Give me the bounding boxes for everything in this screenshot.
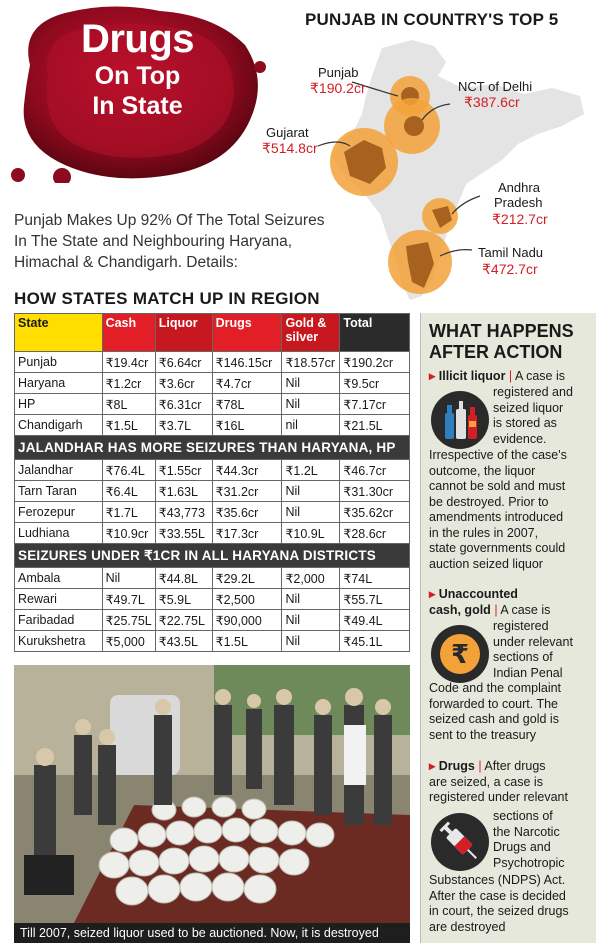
cash-line-0: A case is xyxy=(500,602,551,617)
drugs-line-10: are destroyed xyxy=(429,919,506,934)
cash-heading-1: Unaccounted xyxy=(438,587,518,601)
cash-text-indented xyxy=(493,619,595,681)
table-row xyxy=(15,415,410,436)
table-cell: Nil xyxy=(282,502,340,523)
table-cell: ₹5.9L xyxy=(155,589,212,610)
map-label-gujarat: Gujarat xyxy=(266,125,309,140)
map-value-gujarat: ₹514.8cr xyxy=(262,140,318,156)
seal-line2: On Top xyxy=(94,62,181,90)
table-cell: ₹43,773 xyxy=(155,502,212,523)
row-label: Punjab xyxy=(15,352,103,373)
table-cell: ₹44.8L xyxy=(155,568,212,589)
table-cell: ₹2,000 xyxy=(282,568,340,589)
cash-section: ▸ Unaccounted cash, gold | A case is xyxy=(429,587,551,617)
table-subheader-jalandhar xyxy=(15,436,410,460)
seal-title xyxy=(50,17,225,121)
liquor-line-12: auction seized liquor xyxy=(429,556,543,571)
table-row xyxy=(15,568,410,589)
cash-line-2: under relevant xyxy=(493,634,573,649)
liquor-line-5: Irrespective of the case's xyxy=(429,448,567,462)
table-cell: ₹46.7cr xyxy=(340,460,410,481)
map-label-delhi: NCT of Delhi xyxy=(458,79,533,94)
table-cell: ₹1.2cr xyxy=(102,373,155,394)
row-label: Faribadad xyxy=(15,610,103,631)
drugs-line-9: in court, the seized drugs xyxy=(429,904,569,918)
table-row xyxy=(15,460,410,481)
map-label-andhra-line2: Pradesh xyxy=(494,195,543,210)
cash-line-4: Indian Penal xyxy=(493,665,563,680)
col-header-total: Total xyxy=(340,314,410,352)
liquor-line-3: is stored as xyxy=(493,416,557,430)
drugs-line-0: After drugs xyxy=(484,759,546,773)
col-header-drugs: Drugs xyxy=(212,314,282,352)
cash-line-1: registered xyxy=(493,619,549,633)
what-happens-panel xyxy=(420,313,596,943)
table-cell: ₹49.7L xyxy=(102,589,155,610)
table-cell: ₹6.64cr xyxy=(155,352,212,373)
arrow-icon: ▸ xyxy=(429,369,436,383)
table-cell: ₹78L xyxy=(212,394,282,415)
table-header-row xyxy=(15,314,410,352)
table-cell: ₹18.57cr xyxy=(282,352,340,373)
table-cell: ₹190.2cr xyxy=(340,352,410,373)
arrow-icon: ▸ xyxy=(429,587,436,601)
table-cell: ₹5,000 xyxy=(102,631,155,652)
table-cell: ₹35.62cr xyxy=(340,502,410,523)
panel-title xyxy=(429,321,574,363)
seized-liquor-photo xyxy=(14,665,410,923)
intro-line3: Himachal & Chandigarh. Details: xyxy=(14,254,238,271)
map-value-punjab: ₹190.2cr xyxy=(310,80,366,96)
table-cell: ₹4.7cr xyxy=(212,373,282,394)
table-cell: ₹28.6cr xyxy=(340,523,410,544)
table-cell: ₹10.9cr xyxy=(102,523,155,544)
table-cell: ₹49.4L xyxy=(340,610,410,631)
map-label-punjab: Punjab xyxy=(318,65,359,80)
drugs-line-8: After the case is decided xyxy=(429,888,566,903)
cash-line-8: sent to the treasury xyxy=(429,727,537,742)
seal-line3: In State xyxy=(92,92,183,120)
cash-line-6: forwarded to court. The xyxy=(429,696,559,711)
drugs-text-full xyxy=(429,873,595,935)
table-cell: ₹22.75L xyxy=(155,610,212,631)
row-label: Chandigarh xyxy=(15,415,103,436)
table-cell: ₹29.2L xyxy=(212,568,282,589)
section-title: HOW STATES MATCH UP IN REGION xyxy=(14,289,320,308)
table-cell: ₹21.5L xyxy=(340,415,410,436)
seal-line1: Drugs xyxy=(80,17,195,61)
table-row xyxy=(15,523,410,544)
liquor-bottles-icon xyxy=(431,391,489,449)
intro-text xyxy=(14,210,384,273)
table-cell: ₹25.75L xyxy=(102,610,155,631)
liquor-line-11: state governments could xyxy=(429,541,566,555)
intro-line1: Punjab Makes Up 92% Of The Total Seizures xyxy=(14,212,325,229)
table-cell: ₹6.31cr xyxy=(155,394,212,415)
table-cell: ₹31.30cr xyxy=(340,481,410,502)
map-title: PUNJAB IN COUNTRY'S TOP 5 xyxy=(305,10,559,29)
table-row xyxy=(15,352,410,373)
table-row xyxy=(15,481,410,502)
drugs-line-2: registered under relevant xyxy=(429,790,568,804)
table-cell: ₹1.7L xyxy=(102,502,155,523)
table-cell: ₹45.1L xyxy=(340,631,410,652)
panel-title-line2: AFTER ACTION xyxy=(429,342,563,362)
row-label: Haryana xyxy=(15,373,103,394)
table-group-punjab-districts xyxy=(15,460,410,544)
map-label-tamil-nadu: Tamil Nadu xyxy=(478,245,544,260)
row-label: Ambala xyxy=(15,568,103,589)
table-row xyxy=(15,589,410,610)
map-value-tamil-nadu: ₹472.7cr xyxy=(482,261,538,277)
table-group-haryana-districts xyxy=(15,568,410,652)
cash-text-full xyxy=(429,681,595,743)
rupee-glyph: ₹ xyxy=(450,640,470,670)
liquor-line-2: seized liquor xyxy=(493,400,564,415)
table-cell: ₹146.15cr xyxy=(212,352,282,373)
liquor-heading: Illicit liquor xyxy=(438,369,506,383)
row-label: Ferozepur xyxy=(15,502,103,523)
liquor-line-6: outcome, the liquor xyxy=(429,463,536,478)
table-cell: ₹16L xyxy=(212,415,282,436)
map-value-andhra: ₹212.7cr xyxy=(492,211,548,227)
table-cell: ₹2,500 xyxy=(212,589,282,610)
subheader-haryana: SEIZURES UNDER ₹1CR IN ALL HARYANA DISTRICTS xyxy=(15,544,410,568)
photo-caption: Till 2007, seized liquor used to be auctioned. Now, it is destroyed xyxy=(14,923,410,943)
table-cell: ₹19.4cr xyxy=(102,352,155,373)
drugs-section: ▸ Drugs | After drugs are seized, a case is registered under relevant xyxy=(429,759,595,806)
drugs-line-6: Psychotropic xyxy=(493,855,565,870)
cash-line-3: sections of xyxy=(493,650,553,664)
row-label: Jalandhar xyxy=(15,460,103,481)
liquor-section: ▸ Illicit liquor | A case is xyxy=(429,369,565,383)
col-header-state: State xyxy=(15,314,103,352)
table-cell: ₹1.2L xyxy=(282,460,340,481)
col-header-silver: silver xyxy=(285,330,319,344)
subheader-jalandhar: JALANDHAR HAS MORE SEIZURES THAN HARYANA, HP xyxy=(15,436,410,460)
cash-line-7: seized cash and gold is xyxy=(429,712,559,726)
drugs-line-1: are seized, a case is xyxy=(429,774,543,789)
table-cell: ₹1.55cr xyxy=(155,460,212,481)
liquor-line-1: registered and xyxy=(493,385,573,399)
wax-seal-graphic xyxy=(10,5,268,183)
liquor-text-indented xyxy=(493,385,595,447)
table-cell: ₹6.4L xyxy=(102,481,155,502)
cash-heading-2: cash, gold xyxy=(429,602,491,617)
rupee-icon xyxy=(431,625,489,683)
cash-line-5: Code and the complaint xyxy=(429,681,562,695)
drugs-text-indented xyxy=(493,809,595,871)
arrow-icon: ▸ xyxy=(429,759,436,773)
liquor-line-10: in the rules in 2007, xyxy=(429,525,539,540)
drugs-line-3: sections of xyxy=(493,809,553,823)
row-label: Kurukshetra xyxy=(15,631,103,652)
photo-image xyxy=(14,665,410,923)
table-cell: ₹74L xyxy=(340,568,410,589)
liquor-line-9: amendments introduced xyxy=(429,510,564,524)
table-cell: ₹3.6cr xyxy=(155,373,212,394)
table-cell: ₹1.5L xyxy=(102,415,155,436)
map-label-andhra-line1: Andhra xyxy=(498,180,540,195)
table-row xyxy=(15,610,410,631)
row-label: Tarn Taran xyxy=(15,481,103,502)
table-cell: Nil xyxy=(102,568,155,589)
table-cell: Nil xyxy=(282,373,340,394)
intro-line2: In The State and Neighbouring Haryana, xyxy=(14,233,293,250)
col-header-liquor: Liquor xyxy=(155,314,212,352)
table-cell: ₹76.4L xyxy=(102,460,155,481)
drugs-heading: Drugs xyxy=(438,759,475,773)
table-cell: nil xyxy=(282,415,340,436)
table-cell: ₹7.17cr xyxy=(340,394,410,415)
row-label: HP xyxy=(15,394,103,415)
col-header-cash: Cash xyxy=(102,314,155,352)
row-label: Ludhiana xyxy=(15,523,103,544)
table-cell: ₹3.7L xyxy=(155,415,212,436)
liquor-line-0: A case is xyxy=(514,369,565,383)
table-cell: Nil xyxy=(282,394,340,415)
liquor-text-full xyxy=(429,448,595,572)
table-cell: ₹35.6cr xyxy=(212,502,282,523)
table-cell: Nil xyxy=(282,610,340,631)
table-cell: ₹90,000 xyxy=(212,610,282,631)
map-value-delhi: ₹387.6cr xyxy=(464,94,520,110)
table-cell: ₹55.7L xyxy=(340,589,410,610)
table-cell: ₹33.55L xyxy=(155,523,212,544)
liquor-line-7: cannot be sold and must xyxy=(429,479,566,493)
drugs-line-5: Drugs and xyxy=(493,840,551,854)
table-cell: ₹44.3cr xyxy=(212,460,282,481)
table-cell: ₹31.2cr xyxy=(212,481,282,502)
seizure-table xyxy=(14,313,410,652)
table-row xyxy=(15,502,410,523)
table-row xyxy=(15,394,410,415)
table-group-states xyxy=(15,352,410,436)
table-cell: Nil xyxy=(282,631,340,652)
col-header-gold: Gold & xyxy=(285,316,327,330)
table-cell: ₹1.63L xyxy=(155,481,212,502)
table-cell: ₹43.5L xyxy=(155,631,212,652)
table-row xyxy=(15,631,410,652)
drugs-line-7: Substances (NDPS) Act. xyxy=(429,873,566,887)
table-cell: ₹1.5L xyxy=(212,631,282,652)
table-cell: Nil xyxy=(282,589,340,610)
table-row xyxy=(15,373,410,394)
panel-title-line1: WHAT HAPPENS xyxy=(429,321,574,341)
table-cell: ₹9.5cr xyxy=(340,373,410,394)
table-subheader-haryana xyxy=(15,544,410,568)
drugs-line-4: the Narcotic xyxy=(493,824,560,839)
table-cell: ₹17.3cr xyxy=(212,523,282,544)
liquor-line-4: evidence. xyxy=(493,431,547,446)
liquor-line-8: be destroyed. Prior to xyxy=(429,494,549,509)
syringe-icon xyxy=(431,813,489,871)
table-cell: Nil xyxy=(282,481,340,502)
table-cell: ₹10.9L xyxy=(282,523,340,544)
row-label: Rewari xyxy=(15,589,103,610)
col-header-gold-silver xyxy=(282,314,340,352)
table-cell: ₹8L xyxy=(102,394,155,415)
